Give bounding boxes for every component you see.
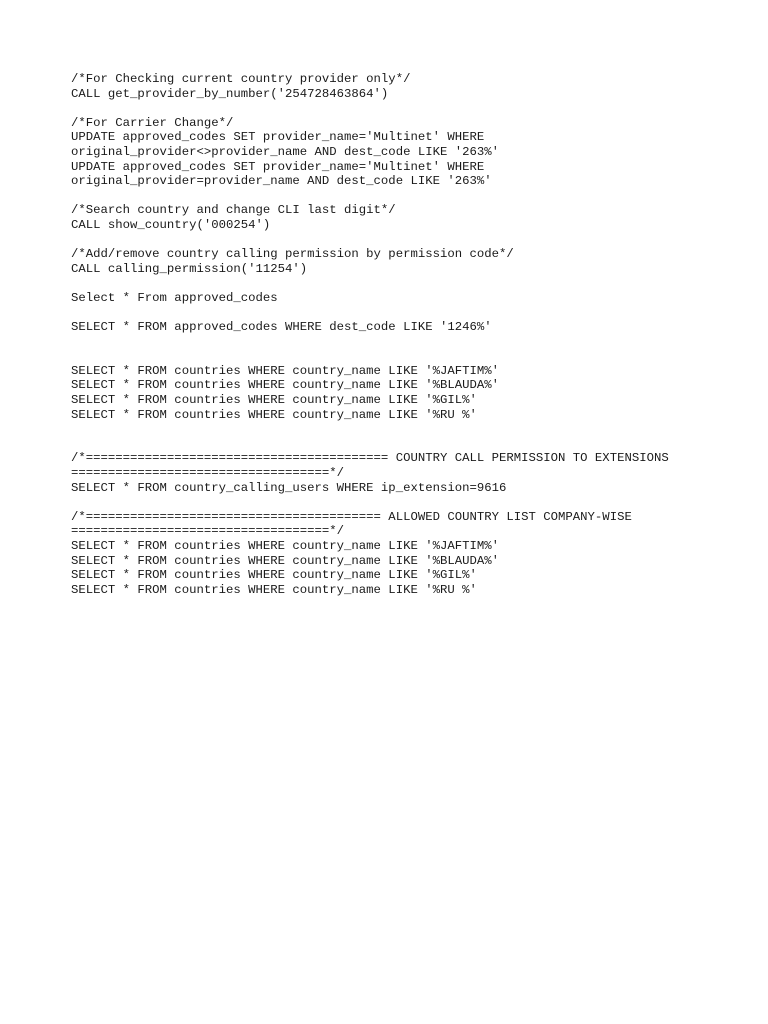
code-line: SELECT * FROM countries WHERE country_name LIKE '%GIL%' [71, 568, 477, 583]
section-header-line: ===================================*/ [71, 524, 345, 539]
code-line: UPDATE approved_codes SET provider_name='Multinet' WHERE [71, 130, 485, 145]
blank-line [71, 276, 751, 291]
section-header-line: /*========================================= COUNTRY CALL PERMISSION TO EXTENSIONS [71, 451, 669, 466]
code-line: SELECT * FROM countries WHERE country_name LIKE '%RU %' [71, 407, 477, 422]
comment-line: /*Add/remove country calling permission by permission code*/ [71, 247, 514, 262]
code-line: original_provider<>provider_name AND dest_code LIKE '263%' [71, 144, 500, 159]
sql-code-block[interactable] [71, 72, 751, 597]
code-line: SELECT * FROM countries WHERE country_name LIKE '%BLAUDA%' [71, 378, 500, 393]
comment-line: /*For Checking current country provider only*/ [71, 72, 411, 86]
comment-line: /*Search country and change CLI last digit*/ [71, 203, 396, 218]
blank-line [71, 495, 751, 510]
code-line: SELECT * FROM countries WHERE country_name LIKE '%GIL%' [71, 393, 477, 408]
code-line: CALL get_provider_by_number('254728463864') [71, 86, 389, 101]
blank-line [71, 233, 751, 248]
code-line: Select * From approved_codes [71, 290, 278, 305]
code-line: UPDATE approved_codes SET provider_name='Multinet' WHERE [71, 159, 485, 174]
code-line: SELECT * FROM countries WHERE country_name LIKE '%JAFTIM%' [71, 363, 500, 378]
blank-line [71, 189, 751, 204]
code-line: SELECT * FROM country_calling_users WHERE ip_extension=9616 [71, 480, 507, 495]
code-line: original_provider=provider_name AND dest_code LIKE '263%' [71, 174, 492, 189]
code-line: CALL calling_permission('11254') [71, 261, 308, 276]
code-line: SELECT * FROM countries WHERE country_name LIKE '%BLAUDA%' [71, 553, 500, 568]
code-line: SELECT * FROM approved_codes WHERE dest_code LIKE '1246%' [71, 320, 492, 335]
blank-line [71, 335, 751, 350]
comment-line: /*For Carrier Change*/ [71, 115, 234, 130]
blank-line [71, 437, 751, 452]
code-line: SELECT * FROM countries WHERE country_name LIKE '%JAFTIM%' [71, 539, 500, 553]
blank-line [71, 349, 751, 364]
blank-line [71, 422, 751, 437]
section-header-line: ===================================*/ [71, 466, 345, 481]
code-line: CALL show_country('000254') [71, 217, 271, 232]
blank-line [71, 306, 751, 321]
blank-line [71, 101, 751, 116]
code-line: SELECT * FROM countries WHERE country_name LIKE '%RU %' [71, 582, 477, 597]
section-header-line: /*======================================== ALLOWED COUNTRY LIST COMPANY-WISE [71, 509, 632, 524]
